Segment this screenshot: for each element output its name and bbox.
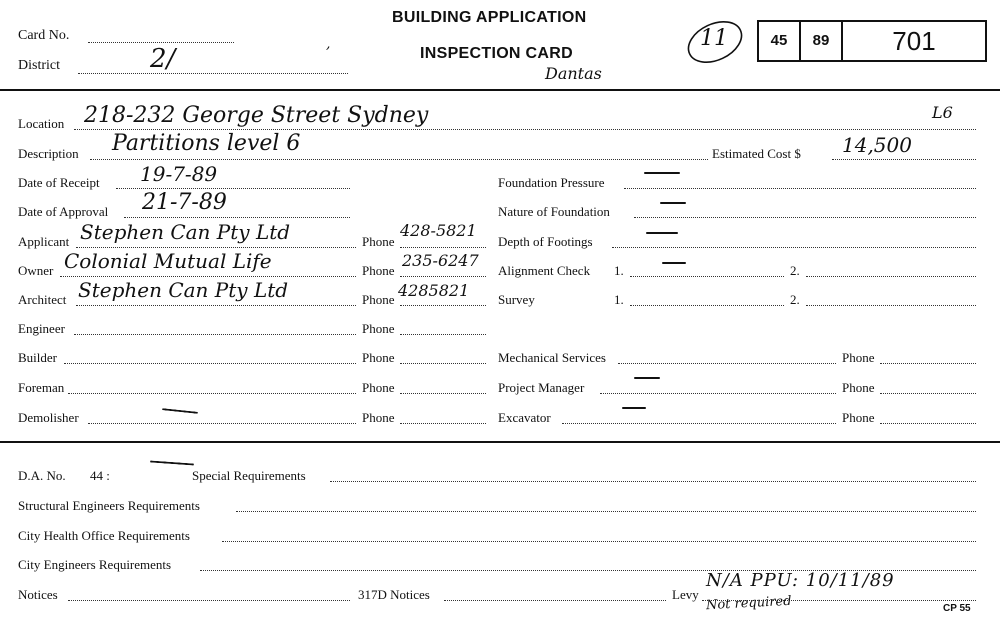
project-manager-phone-label: Phone [842, 380, 875, 395]
owner-phone-field[interactable] [400, 276, 486, 277]
district-label: District [18, 58, 60, 73]
architect-value: Stephen Can Pty Ltd [78, 278, 289, 302]
title-annotation: Dantas [545, 64, 602, 83]
box-a: 45 [759, 22, 801, 60]
date-approval-field[interactable] [124, 217, 350, 218]
circled-number: 11 [700, 26, 728, 51]
excavator-phone-label: Phone [842, 410, 875, 425]
alignment-check-label: Alignment Check [498, 263, 591, 278]
engineer-label: Engineer [18, 321, 65, 336]
mechanical-label: Mechanical Services [498, 350, 606, 365]
engineer-phone-label: Phone [362, 321, 395, 336]
builder-phone-field[interactable] [400, 363, 486, 364]
mechanical-phone-label: Phone [842, 350, 875, 365]
foundation-pressure-dash-mark [644, 172, 680, 174]
stray-mark: , [326, 36, 331, 52]
builder-label: Builder [18, 350, 57, 365]
description-label: Description [18, 146, 79, 161]
project-manager-dash-mark [634, 377, 660, 379]
nature-foundation-field[interactable] [634, 217, 976, 218]
card-no-field[interactable] [88, 42, 234, 43]
estimated-cost-label: Estimated Cost $ [712, 146, 801, 161]
demolisher-field[interactable] [88, 423, 356, 424]
excavator-label: Excavator [498, 410, 551, 425]
notices-field[interactable] [68, 600, 350, 601]
owner-field[interactable] [60, 276, 356, 277]
special-requirements-label: Special Requirements [192, 468, 306, 483]
excavator-field[interactable] [562, 423, 836, 424]
header-divider [0, 89, 1000, 91]
architect-label: Architect [18, 292, 67, 307]
depth-footings-label: Depth of Footings [498, 234, 593, 249]
date-approval-label: Date of Approval [18, 204, 109, 219]
owner-phone-label: Phone [362, 263, 395, 278]
alignment-check-field-1[interactable] [630, 276, 784, 277]
applicant-label: Applicant [18, 234, 70, 249]
card-no-label: Card No. [18, 28, 70, 43]
applicant-field[interactable] [76, 247, 356, 248]
builder-field[interactable] [64, 363, 356, 364]
survey-label: Survey [498, 292, 535, 307]
date-receipt-field[interactable] [116, 188, 350, 189]
builder-phone-label: Phone [362, 350, 395, 365]
estimated-cost-value: 14,500 [842, 133, 912, 157]
da-no-value: 44 : [90, 468, 110, 483]
form-title-line1: BUILDING APPLICATION [392, 9, 587, 26]
levy-note: Not required [705, 593, 792, 614]
survey-num-1: 1. [614, 292, 624, 307]
structural-engineers-field[interactable] [236, 511, 976, 512]
foundation-pressure-field[interactable] [624, 188, 976, 189]
levy-value: N/A PPU: 10/11/89 [706, 570, 895, 591]
city-health-label: City Health Office Requirements [18, 528, 190, 543]
owner-phone-value: 235-6247 [402, 251, 479, 270]
location-value: 218-232 George Street Sydney [84, 103, 429, 128]
project-manager-phone-field[interactable] [880, 393, 976, 394]
foundation-pressure-label: Foundation Pressure [498, 175, 605, 190]
foreman-phone-label: Phone [362, 380, 395, 395]
application-number-box [757, 20, 987, 62]
owner-label: Owner [18, 263, 54, 278]
project-manager-label: Project Manager [498, 380, 585, 395]
depth-footings-field[interactable] [612, 247, 976, 248]
project-manager-field[interactable] [600, 393, 836, 394]
nature-foundation-label: Nature of Foundation [498, 204, 610, 219]
date-receipt-label: Date of Receipt [18, 175, 100, 190]
survey-num-2: 2. [790, 292, 800, 307]
survey-field-2[interactable] [806, 305, 976, 306]
location-label: Location [18, 116, 65, 131]
excavator-phone-field[interactable] [880, 423, 976, 424]
location-field[interactable] [74, 129, 976, 130]
district-value: 2/ [150, 44, 176, 74]
architect-phone-label: Phone [362, 292, 395, 307]
engineer-phone-field[interactable] [400, 334, 486, 335]
alignment-check-num-1: 1. [614, 263, 624, 278]
applicant-phone-label: Phone [362, 234, 395, 249]
architect-phone-value: 4285821 [398, 281, 470, 300]
special-requirements-field[interactable] [330, 481, 976, 482]
applicant-value: Stephen Can Pty Ltd [80, 220, 291, 244]
levy-label: Levy [672, 587, 699, 602]
applicant-phone-field[interactable] [400, 247, 486, 248]
alignment-check-num-2: 2. [790, 263, 800, 278]
description-value: Partitions level 6 [112, 131, 301, 156]
demolisher-phone-field[interactable] [400, 423, 486, 424]
structural-engineers-label: Structural Engineers Requirements [18, 498, 200, 513]
estimated-cost-field[interactable] [832, 159, 976, 160]
form-code: CP 55 [943, 603, 971, 614]
depth-footings-dash-mark [646, 232, 678, 234]
city-engineers-label: City Engineers Requirements [18, 557, 172, 572]
nature-foundation-dash-mark [660, 202, 686, 204]
box-c: 701 [892, 26, 936, 56]
alignment-check-dash-mark [662, 262, 686, 264]
date-approval-value: 21-7-89 [142, 190, 227, 215]
city-health-field[interactable] [222, 541, 976, 542]
demolisher-dash-mark [162, 408, 198, 414]
survey-field-1[interactable] [630, 305, 784, 306]
foreman-field[interactable] [68, 393, 356, 394]
notices-317d-field[interactable] [444, 600, 666, 601]
architect-field[interactable] [76, 305, 356, 306]
owner-value: Colonial Mutual Life [64, 249, 272, 273]
footer-divider [0, 441, 1000, 443]
demolisher-label: Demolisher [18, 410, 79, 425]
da-no-label: D.A. No. [18, 468, 66, 483]
da-no-dash-mark [150, 460, 194, 465]
form-title-line2: INSPECTION CARD [420, 45, 573, 62]
alignment-check-field-2[interactable] [806, 276, 976, 277]
engineer-field[interactable] [74, 334, 356, 335]
mechanical-field[interactable] [618, 363, 836, 364]
foreman-phone-field[interactable] [400, 393, 486, 394]
district-field[interactable] [78, 73, 348, 74]
notices-label: Notices [18, 587, 58, 602]
mechanical-phone-field[interactable] [880, 363, 976, 364]
foreman-label: Foreman [18, 380, 65, 395]
excavator-dash-mark [622, 407, 646, 409]
location-level-note: L6 [932, 103, 953, 122]
box-b: 89 [801, 22, 843, 60]
architect-phone-field[interactable] [400, 305, 486, 306]
description-field[interactable] [90, 159, 708, 160]
date-receipt-value: 19-7-89 [140, 162, 218, 186]
notices-317d-label: 317D Notices [358, 587, 430, 602]
demolisher-phone-label: Phone [362, 410, 395, 425]
applicant-phone-value: 428-5821 [400, 221, 477, 240]
